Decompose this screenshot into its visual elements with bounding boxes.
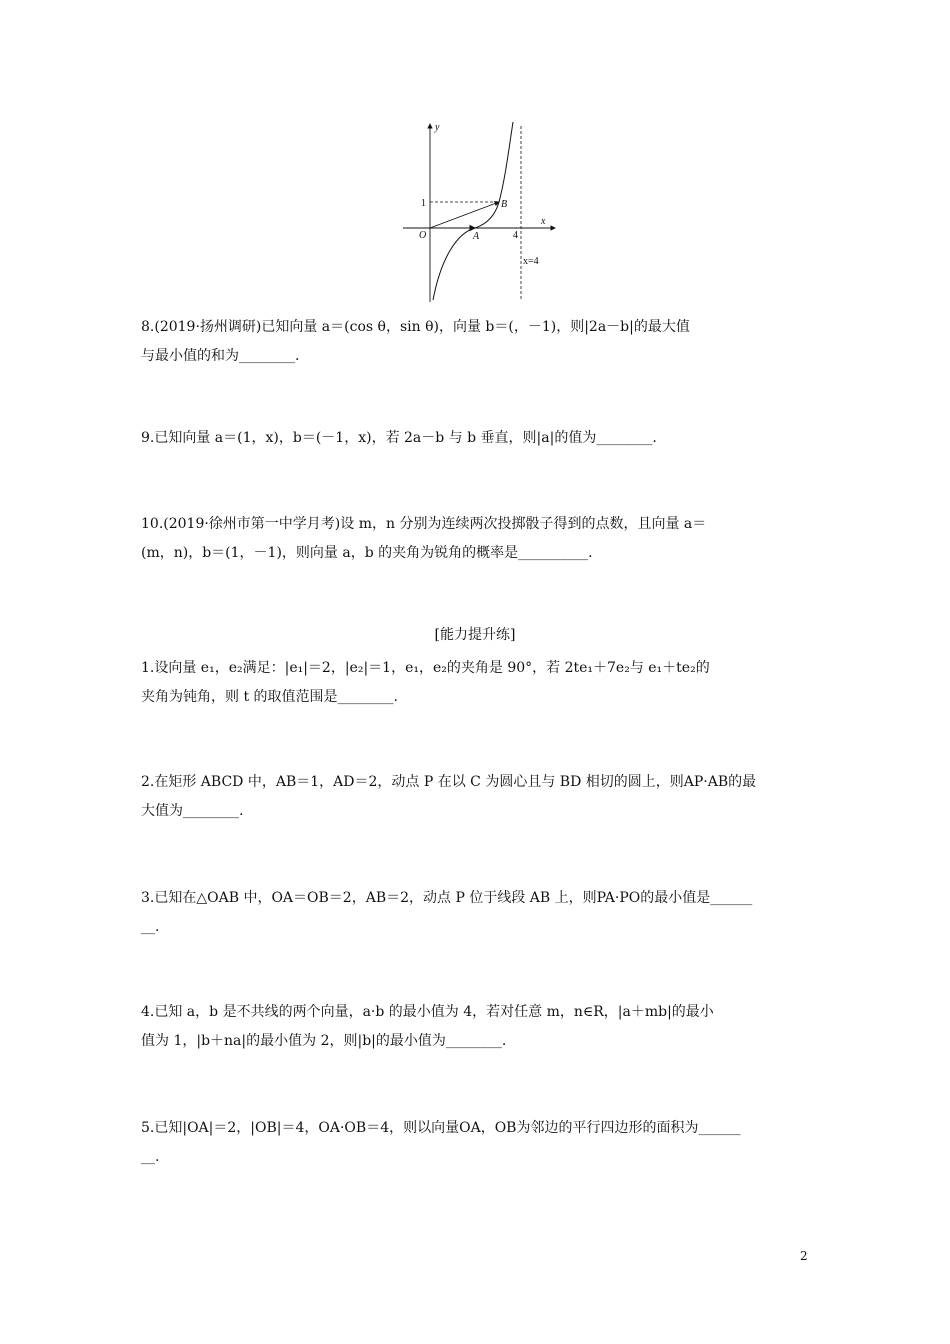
question-text: (m，n)，b＝(1，－1)，则向量 a，b 的夹角为锐角的概率是__________.	[141, 545, 593, 561]
question-10	[141, 510, 813, 568]
question-text: 10.(2019·徐州市第一中学月考)设 m，n 分别为连续两次投掷骰子得到的点数，且向量 a＝	[141, 516, 707, 532]
x-axis-label: x	[541, 216, 546, 227]
origin-label: O	[419, 230, 427, 241]
vector-ob	[430, 202, 499, 228]
question-text: 夹角为钝角，则 t 的取值范围是________.	[141, 689, 398, 705]
question-text: 9.已知向量 a＝(1，x)，b＝(－1，x)，若 2a－b 与 b 垂直，则|a|的值为________.	[141, 430, 657, 446]
question-text: 与最小值的和为________.	[141, 348, 300, 364]
question-text: 大值为________.	[141, 803, 244, 819]
question-text: 5.已知|OA|＝2，|OB|＝4，OA·OB＝4，则以向量OA，OB为邻边的平行四边形的面积为______	[141, 1120, 741, 1136]
question-text: 8.(2019·扬州调研)已知向量 a＝(cos θ，sin θ)，向量 b＝(，－1)，则|2a－b|的最大值	[141, 319, 690, 335]
question-9	[141, 424, 813, 453]
question-text: 1.设向量 e₁，e₂满足：|e₁|＝2，|e₂|＝1，e₁，e₂的夹角是 90°，若 2te₁＋7e₂与 e₁＋te₂的	[141, 660, 710, 676]
point-a-label: A	[473, 231, 480, 242]
question-text: 4.已知 a，b 是不共线的两个向量，a·b 的最小值为 4，若对任意 m，n∈R，|a＋mb|的最小	[141, 1004, 714, 1020]
point-b-label: B	[501, 199, 508, 210]
question-8	[141, 313, 813, 371]
tick-label-y: 1	[421, 198, 426, 209]
function-graph-figure	[395, 118, 565, 304]
function-curve	[433, 122, 513, 300]
practice-3	[141, 884, 813, 942]
tick-label-x: 4	[513, 230, 518, 241]
question-text: 2.在矩形 ABCD 中，AB＝1，AD＝2，动点 P 在以 C 为圆心且与 BD 相切的圆上，则AP·AB的最	[141, 774, 757, 790]
question-text: __.	[141, 919, 160, 935]
asymptote-label: x=4	[523, 256, 539, 267]
practice-2	[141, 768, 813, 826]
question-text: 值为 1，|b＋na|的最小值为 2，则|b|的最小值为________.	[141, 1033, 507, 1049]
section-title: [能力提升练]	[434, 627, 516, 643]
question-text: __.	[141, 1149, 160, 1165]
question-text: 3.已知在△OAB 中，OA＝OB＝2，AB＝2，动点 P 位于线段 AB 上，则PA·PO的最小值是______	[141, 890, 753, 906]
y-axis-label: y	[435, 122, 440, 133]
practice-1	[141, 654, 813, 712]
practice-5	[141, 1114, 813, 1172]
page-number: 2	[800, 1249, 808, 1263]
practice-4	[141, 998, 813, 1056]
